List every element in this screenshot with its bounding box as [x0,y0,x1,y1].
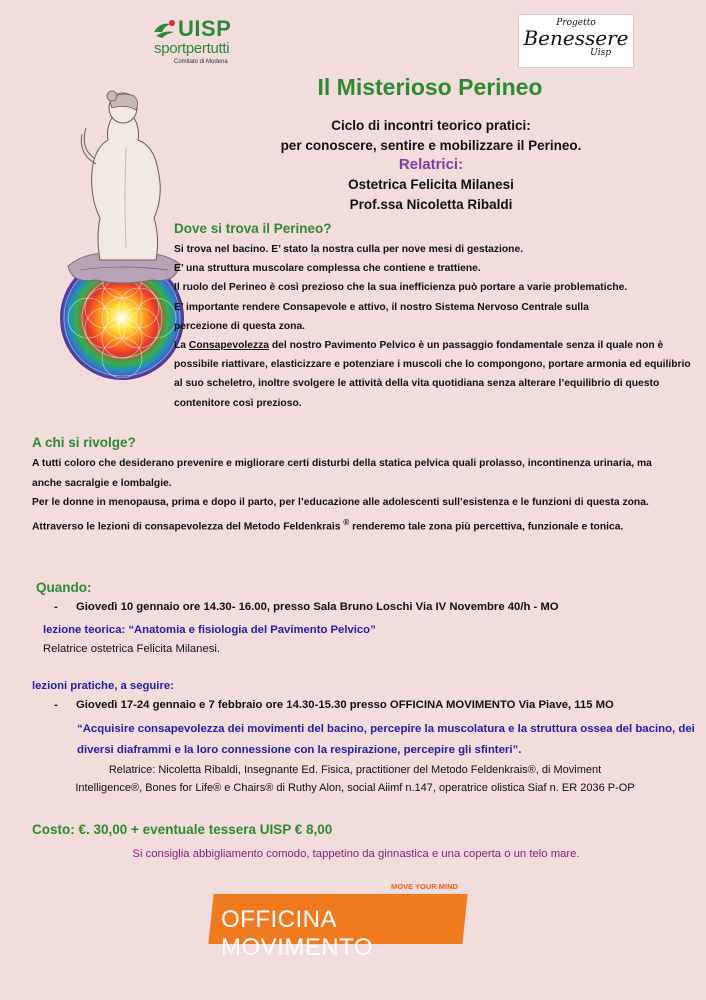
officina-movimento-logo [205,880,475,961]
benessere-line-2: Benessere [523,26,629,50]
achi-para3-a: Attraverso le lezioni di consapevolezza del Metodo Feldenkrais [32,520,341,532]
dove-para2-rest: del nostro Pavimento Pelvico è un passaggio fondamentale senza il quale non è possibile riattivare, elasticizzare e potenziare i muscoli che lo compongono, portare armonia ed equilibrio al suo scheletro, inoltre svolgere le attività della vita quotidiana senza alterare l’equilibrio di questo contenitore così prezioso. [174,340,691,409]
uisp-subtitle: Comitato di Modena [174,59,228,65]
dove-paragraph-2 [174,336,694,413]
subtitle-1: Ciclo di incontri teorico pratici: [331,118,531,133]
bullet-dash: - [54,699,58,711]
achi-paragraph-1: A tutti coloro che desiderano prevenire e migliorare certi disturbi della statica pelvica quali prolasso, incontinenza urinaria, ma anche sacralgie e lombalgie. [32,458,652,489]
registered-mark: ® [343,517,350,527]
relatrice-pratica [20,761,690,797]
lezioni-pratiche-description: “Acquisire consapevolezza dei movimenti del bacino, percepire la muscolatura e la struttura ossea del bacino, dei diversi diaframmi e la loro connessione con la respirazione, percepire gli sfinteri”. [77,723,695,756]
achi-paragraph-2: Per le donne in menopausa, prima e dopo il parto, per l’educazione alle adolescenti sull’esistenza e le funzioni di questa zona. [32,497,649,508]
achi-paragraph-3 [32,513,672,537]
lezione-teorica: lezione teorica: “Anatomia e fisiologia del Pavimento Pelvico” [43,624,376,636]
uisp-logo [152,16,262,76]
benessere-line-3: Uisp [590,48,611,58]
uisp-name: UISP [178,16,232,41]
relatrice-pratica-line-1: Relatrice: Nicoletta Ribaldi, Insegnante Ed. Fisica, practitioner del Metodo Feldenkrais®, di Moviment [108,764,602,776]
achi-text [32,454,672,536]
uisp-runner-icon [152,18,178,40]
lezioni-pratiche-heading: lezioni pratiche, a seguire: [32,680,174,692]
dove-line-1: Si trova nel bacino. E’ stato la nostra culla per nove mesi di gestazione. [174,244,524,255]
officina-tagline: MOVE YOUR MIND [391,882,458,891]
relatrici-heading: Relatrici: [398,156,464,173]
quando-item-1 [54,601,559,613]
quando-heading: Quando: [36,580,92,595]
dove-heading: Dove si trova il Perineo? [174,221,332,236]
quando-item-1-text: Giovedì 10 gennaio ore 14.30- 16.00, presso Sala Bruno Loschi Via IV Novembre 40/h - MO [76,601,559,613]
costo: Costo: €. 30,00 + eventuale tessera UISP € 8,00 [32,822,333,837]
dove-text [174,240,694,413]
relatrice-name-2: Prof.ssa Nicoletta Ribaldi [349,197,513,212]
dove-line-5: percezione di questa zona. [174,320,306,332]
relatrice-teorica: Relatrice ostetrica Felicita Milanesi. [43,643,221,655]
dove-line-3: Il ruolo del Perineo è così prezioso che la sua inefficienza può portare a varie problematiche. [174,282,628,294]
consapevolezza-underlined: Consapevolezza [188,340,270,352]
relatrice-name-1: Ostetrica Felicita Milanesi [348,177,514,192]
benessere-line-1: Progetto [556,18,596,28]
page-title: Il Misterioso Perineo [317,74,543,100]
bullet-dash: - [54,601,58,613]
achi-heading: A chi si rivolge? [32,435,136,450]
officina-name: OFFICINA MOVIMENTO [221,906,374,961]
uisp-tagline: sportpertutti [154,40,230,57]
dove-para2-prefix: La [174,340,189,352]
subtitle-2: per conoscere, sentire e mobilizzare il Perineo. [280,138,582,153]
quando-item-2-text: Giovedì 17-24 gennaio e 7 febbraio ore 14.30-15.30 presso OFFICINA MOVIMENTO Via Piave, 115 MO [76,699,614,711]
consiglio: Si consiglia abbigliamento comodo, tappetino da ginnastica e una coperta o un telo mare. [132,848,580,860]
progetto-benessere-logo [518,14,634,68]
quando-item-2 [54,699,614,711]
relatrice-pratica-line-2: Intelligence®, Bones for Life® e Chairs® di Ruthy Alon, social Aiimf n.147, operatrice olistica Siaf n. ER 2036 P-OP [75,782,635,794]
dove-line-2: E’ una struttura muscolare complessa che contiene e trattiene. [174,263,481,275]
dove-line-4: E’ importante rendere Consapevole e attivo, il nostro Sistema Nervoso Centrale sulla [174,301,589,313]
achi-para3-b: renderemo tale zona più percettiva, funzionale e tonica. [349,520,624,532]
